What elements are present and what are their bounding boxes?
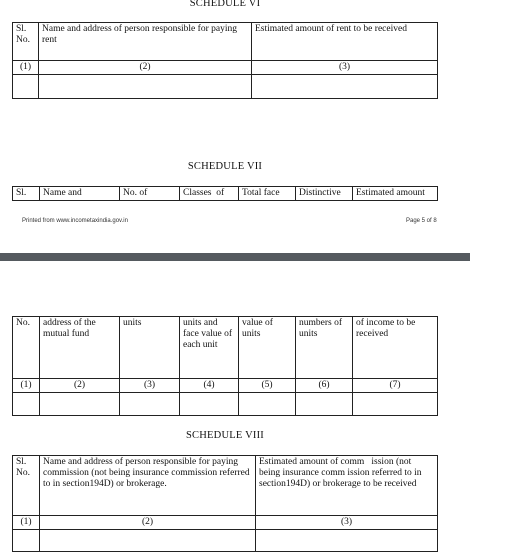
header-classes-of: Classes of (180, 187, 239, 201)
header-sl-no: Sl. No. (13, 23, 39, 61)
header-value-of-units: value of units (239, 317, 296, 379)
entry-cell (13, 75, 39, 99)
header-name-and: Name and (40, 187, 120, 201)
schedule-vi-table (12, 22, 438, 99)
header-income-received: of income to be received (353, 317, 438, 379)
footer-page-number: Page 5 of 8 (406, 218, 437, 224)
header-no: No. (13, 317, 40, 379)
column-number: (6) (296, 379, 353, 393)
entry-cell (353, 393, 438, 416)
entry-cell (120, 393, 180, 416)
schedule-vii-title: SCHEDULE VII (187, 161, 263, 172)
column-number: (4) (180, 379, 239, 393)
schedule-viii-table (12, 455, 438, 552)
entry-cell (13, 530, 40, 552)
column-number: (1) (13, 516, 40, 530)
header-sl: Sl. (13, 187, 40, 201)
header-estimated-commission: Estimated amount of comm ission (not being insurance comm ission referred to in section194D) or brokerage to be received (256, 456, 438, 516)
header-estimated-amount: Estimated amount (353, 187, 438, 201)
header-address-mutual-fund: address of the mutual fund (40, 317, 120, 379)
column-number: (7) (353, 379, 438, 393)
column-number: (1) (13, 61, 39, 75)
header-units: units (120, 317, 180, 379)
schedule-vi-title: SCHEDULE VI (189, 0, 261, 9)
header-total-face: Total face (239, 187, 296, 201)
header-distinctive: Distinctive (296, 187, 353, 201)
column-number: (3) (252, 61, 438, 75)
header-numbers-of-units: numbers of units (296, 317, 353, 379)
entry-cell (40, 393, 120, 416)
entry-cell (239, 393, 296, 416)
entry-cell (40, 530, 256, 552)
column-number: (5) (239, 379, 296, 393)
header-name-address: Name and address of person responsible for paying rent (39, 23, 252, 61)
schedule-vii-table-top (12, 186, 438, 201)
entry-cell (256, 530, 438, 552)
schedule-viii-title: SCHEDULE VIII (186, 430, 264, 441)
header-estimated-rent: Estimated amount of rent to be received (252, 23, 438, 61)
entry-cell (296, 393, 353, 416)
column-number: (3) (256, 516, 438, 530)
column-number: (2) (40, 379, 120, 393)
entry-cell (39, 75, 252, 99)
page-break-bar (0, 253, 470, 261)
header-sl-no: Sl. No. (13, 456, 40, 516)
column-number: (2) (40, 516, 256, 530)
footer-source: Printed from www.incometaxindia.gov.in (22, 218, 128, 224)
entry-cell (180, 393, 239, 416)
header-name-address-commission: Name and address of person responsible for paying commission (not being insurance commission referred to in section194D) or brokerage. (40, 456, 256, 516)
column-number: (3) (120, 379, 180, 393)
header-units-face-value: units and face value of each unit (180, 317, 239, 379)
header-no-of: No. of (120, 187, 180, 201)
entry-cell (13, 393, 40, 416)
schedule-vii-table-continued (12, 316, 438, 416)
column-number: (1) (13, 379, 40, 393)
column-number: (2) (39, 61, 252, 75)
entry-cell (252, 75, 438, 99)
